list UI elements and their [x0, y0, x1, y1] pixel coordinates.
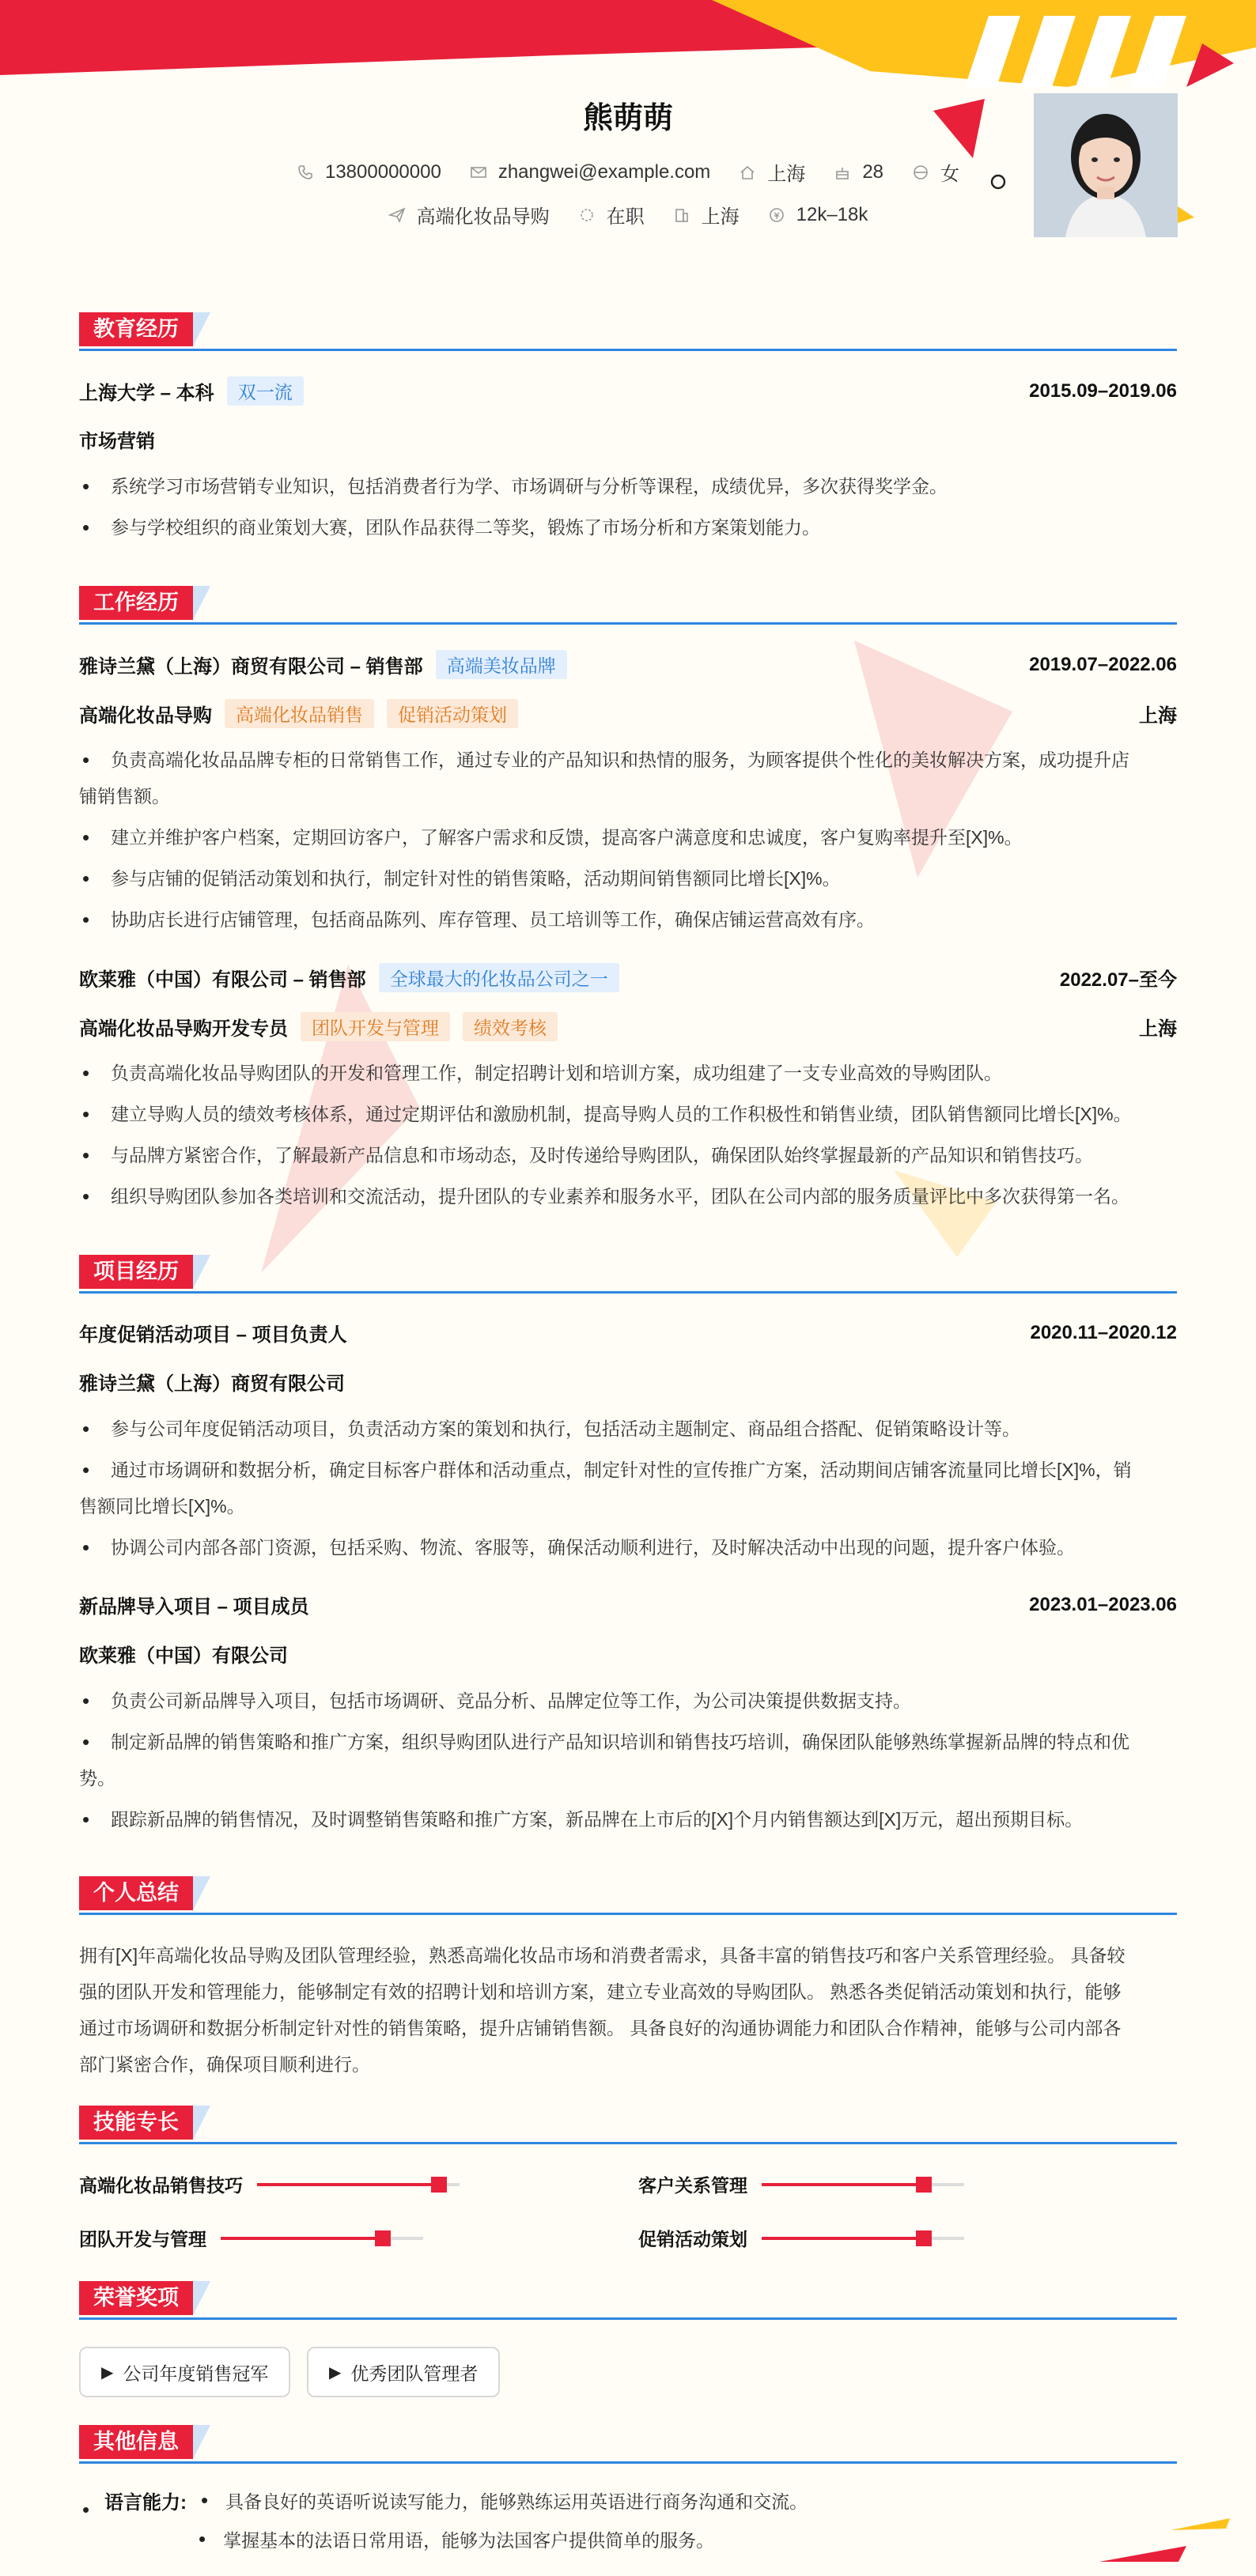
skill-bar-knob — [375, 2230, 391, 2246]
list-item: • 建立导购人员的绩效考核体系，通过定期评估和激励机制，提高导购人员的工作积极性和销售业绩，团队销售额同比增长[X]%。 — [79, 1096, 1177, 1132]
role-row — [79, 699, 1177, 728]
work-section — [79, 586, 1177, 625]
summary-line: 通过市场调研和数据分析制定针对性的销售策略，提升店铺销售额。 具备良好的沟通协调能力和团队合作精神，能够与公司内部各 — [79, 2018, 1122, 2038]
phone-icon — [297, 164, 314, 181]
list-item: • 负责公司新品牌导入项目，包括市场调研、竞品分析、品牌定位等工作，为公司决策提供数据支持。 — [79, 1683, 1177, 1719]
project-header-row — [79, 1591, 1177, 1618]
awards-list — [79, 2347, 1177, 2397]
work-header-row — [79, 650, 1177, 679]
summary-title: 个人总结 — [79, 1876, 193, 1910]
building-icon — [673, 206, 690, 224]
job-intent-row — [79, 201, 1177, 229]
skill-name: 促销活动策划 — [638, 2229, 747, 2249]
list-item: • 通过市场调研和数据分析，确定目标客户群体和活动重点，制定针对性的宣传推广方案，活动期间店铺客流量同比增长[X]%，销 — [79, 1452, 1177, 1488]
list-item: • 跟踪新品牌的销售情况，及时调整销售策略和推广方案，新品牌在上市后的[X]个月内销售额达到[X]万元，超出预期目标。 — [79, 1801, 1177, 1838]
skill-name: 高端化妆品销售技巧 — [79, 2175, 243, 2196]
work-city: 上海 — [1139, 705, 1177, 727]
avatar-photo — [1034, 93, 1178, 237]
language-item: 掌握基本的法语日常用语，能够为法国客户提供简单的服务。 — [223, 2530, 715, 2551]
age-item — [834, 161, 883, 183]
skill-bar-knob — [431, 2177, 447, 2193]
summary-line: 强的团队开发和管理能力，能够制定有效的招聘计划和培训方案，建立专业高效的导购团队。 熟悉各类促销活动策划和执行，能够 — [79, 1981, 1122, 2002]
skill-item — [638, 2171, 964, 2197]
summary-section — [79, 1876, 1177, 1915]
skill-name: 团队开发与管理 — [79, 2229, 206, 2249]
salary-text: 12k–18k — [796, 203, 868, 225]
award-item[interactable] — [79, 2347, 290, 2397]
skill-bar-fill — [257, 2183, 439, 2186]
role-row — [79, 1012, 1177, 1041]
city-item — [739, 158, 805, 186]
list-item-continued: 售额同比增长[X]%。 — [79, 1496, 245, 1517]
email-item — [470, 161, 711, 183]
skill-bar — [221, 2237, 423, 2240]
play-triangle-icon: ▶ — [101, 2363, 114, 2381]
list-item-continued: 铺销售额。 — [79, 786, 170, 806]
education-title: 教育经历 — [79, 312, 193, 346]
projects-section — [79, 1255, 1177, 1294]
work-title: 工作经历 — [79, 586, 193, 620]
list-item: • 参与店铺的促销活动策划和执行，制定针对性的销售策略，活动期间销售额同比增长[X]%。 — [79, 860, 1177, 897]
role-name: 高端化妆品导购开发专员 — [79, 1018, 288, 1040]
list-item: • 系统学习市场营销专业知识，包括消费者行为学、市场调研与分析等课程，成绩优异，多次获得奖学金。 — [79, 468, 1177, 504]
bullet-dot: • — [201, 2488, 209, 2512]
bullet-dot: • — [82, 2498, 90, 2521]
education-header-row — [79, 376, 1177, 406]
skill-bar — [257, 2183, 460, 2186]
project-org-row — [79, 1640, 1177, 1668]
awards-section — [79, 2281, 1177, 2320]
contact-row — [79, 158, 1177, 186]
language-item: 具备良好的英语听说读写能力，能够熟练运用英语进行商务沟通和交流。 — [225, 2491, 808, 2512]
status-item — [578, 201, 645, 229]
project-period: 2023.01–2023.06 — [1029, 1593, 1177, 1615]
list-item: • 参与公司年度促销活动项目，负责活动方案的策划和执行，包括活动主题制定、商品组合搭配、促销策略设计等。 — [79, 1411, 1177, 1447]
target-city-text: 上海 — [701, 206, 740, 228]
avatar-portrait-icon — [1034, 93, 1178, 237]
major-row — [79, 425, 1177, 453]
list-item: • 协助店长进行店铺管理，包括商品陈列、库存管理、员工培训等工作，确保店铺运营高效有序。 — [79, 901, 1177, 938]
awards-title: 荣誉奖项 — [79, 2281, 193, 2315]
project-org-row — [79, 1368, 1177, 1396]
money-icon — [768, 206, 785, 224]
project-title: 年度促销活动项目 – 项目负责人 — [79, 1324, 347, 1346]
other-title: 其他信息 — [79, 2425, 193, 2459]
gender-icon — [912, 164, 929, 181]
mail-icon — [470, 164, 487, 181]
school-name: 上海大学 – 本科 — [79, 383, 214, 404]
candidate-name: 熊萌萌 — [582, 102, 673, 135]
target-job-item — [388, 201, 550, 229]
award-item[interactable] — [307, 2347, 500, 2397]
status-icon — [578, 206, 596, 224]
project-org: 欧莱雅（中国）有限公司 — [79, 1645, 288, 1667]
list-item: • 与品牌方紧密合作，了解最新产品信息和市场动态，及时传递给导购团队，确保团队始终掌握最新的产品知识和销售技巧。 — [79, 1137, 1177, 1173]
skill-item — [638, 2225, 964, 2251]
work-period: 2019.07–2022.06 — [1029, 653, 1177, 675]
list-item: • 负责高端化妆品导购团队的开发和管理工作，制定招聘计划和培训方案，成功组建了一支专业高效的导购团队。 — [79, 1055, 1177, 1091]
list-item: • 负责高端化妆品品牌专柜的日常销售工作，通过专业的产品知识和热情的服务，为顾客提供个性化的美妆解决方案，成功提升店 — [79, 742, 1177, 778]
skill-item — [79, 2225, 423, 2251]
email-text: zhangwei@example.com — [497, 161, 711, 183]
education-period: 2015.09–2019.06 — [1029, 380, 1177, 402]
company-name: 雅诗兰黛（上海）商贸有限公司 – 销售部 — [79, 656, 423, 678]
salary-item — [768, 204, 868, 226]
age-text: 28 — [862, 161, 884, 183]
work-period: 2022.07–至今 — [1059, 969, 1177, 991]
status-text: 在职 — [606, 206, 645, 228]
role-tag: 绩效考核 — [463, 1012, 558, 1041]
major-name: 市场营销 — [79, 431, 155, 452]
city-text: 上海 — [767, 164, 806, 185]
company-name: 欧莱雅（中国）有限公司 – 销售部 — [79, 969, 366, 991]
project-title: 新品牌导入项目 – 项目成员 — [79, 1596, 309, 1618]
role-tag: 团队开发与管理 — [301, 1012, 450, 1041]
company-tag: 高端美妆品牌 — [436, 650, 567, 679]
role-tag: 高端化妆品销售 — [225, 699, 374, 728]
language-label: 语言能力: — [104, 2492, 187, 2514]
skill-bar-knob — [916, 2177, 932, 2193]
skill-bar-fill — [762, 2183, 924, 2186]
summary-line: 部门紧密合作，确保项目顺利进行。 — [79, 2054, 370, 2075]
list-item: • 协调公司内部各部门资源，包括采购、物流、客服等，确保活动顺利进行，及时解决活动中出现的问题，提升客户体验。 — [79, 1529, 1177, 1566]
phone-item — [297, 161, 441, 183]
skills-title: 技能专长 — [79, 2106, 193, 2140]
gender-text: 女 — [940, 164, 960, 185]
target-city-item — [673, 201, 740, 229]
award-label: 优秀团队管理者 — [350, 2363, 479, 2384]
skill-bar-fill — [221, 2237, 383, 2240]
phone-text: 13800000000 — [324, 161, 441, 183]
bullet-dot: • — [199, 2527, 206, 2551]
work-city: 上海 — [1139, 1018, 1177, 1040]
play-triangle-icon: ▶ — [329, 2363, 342, 2381]
projects-title: 项目经历 — [79, 1255, 193, 1289]
gender-item — [912, 158, 959, 186]
skill-bar — [762, 2237, 964, 2240]
award-label: 公司年度销售冠军 — [123, 2363, 269, 2384]
school-tag: 双一流 — [227, 376, 304, 406]
skill-bar — [762, 2183, 964, 2186]
list-item: • 建立并维护客户档案，定期回访客户，了解客户需求和反馈，提高客户满意度和忠诚度，客户复购率提升至[X]%。 — [79, 819, 1177, 856]
paper-plane-icon — [388, 206, 406, 224]
skill-name: 客户关系管理 — [638, 2175, 747, 2196]
language-row — [79, 2487, 1177, 2521]
list-item: • 参与学校组织的商业策划大赛，团队作品获得二等奖，锻炼了市场分析和方案策划能力。 — [79, 509, 1177, 546]
list-item: • 组织导购团队参加各类培训和交流活动，提升团队的专业素养和服务水平，团队在公司内部的服务质量评比中多次获得第一名。 — [79, 1178, 1177, 1214]
target-job-text: 高端化妆品导购 — [416, 206, 550, 228]
home-icon — [739, 164, 756, 181]
list-item-continued: 势。 — [79, 1768, 115, 1788]
work-header-row — [79, 963, 1177, 992]
cake-icon — [834, 164, 851, 181]
summary-line: 拥有[X]年高端化妆品导购及团队管理经验，熟悉高端化妆品市场和消费者需求，具备丰富的销售技巧和客户关系管理经验。 具备较 — [79, 1945, 1125, 1966]
skill-item — [79, 2171, 460, 2197]
education-section — [79, 312, 1177, 351]
role-tag: 促销活动策划 — [387, 699, 518, 728]
language-row — [79, 2526, 1177, 2552]
project-org: 雅诗兰黛（上海）商贸有限公司 — [79, 1373, 345, 1395]
project-period: 2020.11–2020.12 — [1030, 1321, 1177, 1343]
role-name: 高端化妆品导购 — [79, 705, 212, 727]
list-item: • 制定新品牌的销售策略和推广方案，组织导购团队进行产品知识培训和销售技巧培训，确保团队能够熟练掌握新品牌的特点和优 — [79, 1724, 1177, 1760]
other-section — [79, 2425, 1177, 2464]
skills-section — [79, 2106, 1177, 2144]
skill-bar-knob — [916, 2230, 932, 2246]
project-header-row — [79, 1319, 1177, 1347]
skill-bar-fill — [762, 2237, 924, 2240]
company-tag: 全球最大的化妆品公司之一 — [379, 963, 619, 992]
